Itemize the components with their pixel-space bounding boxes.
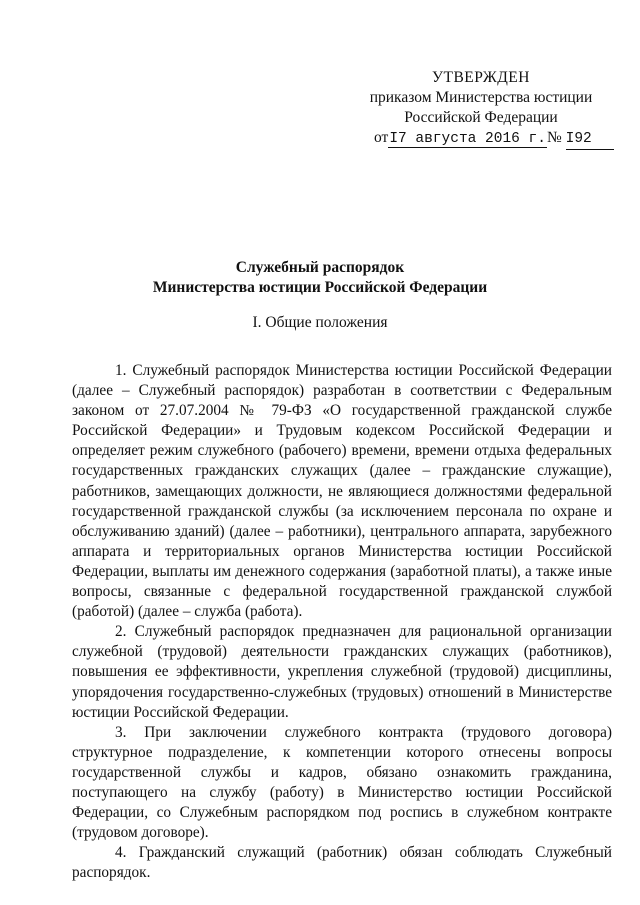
paragraph-4: 4. Гражданский служащий (работник) обязан соблюдать Служебный распорядок. [72,844,612,882]
approval-order-line: приказом Министерства юстиции [369,89,593,106]
document-title-line-2: Министерства юстиции Российской Федерации [152,279,488,296]
number-prefix: № [546,129,562,146]
document-title-line-1: Служебный распорядок [235,259,405,276]
order-number: I92 [566,129,614,150]
order-date-number-line [366,128,596,150]
approval-title: УТВЕРЖДЕН [432,69,530,86]
document-body [72,361,612,883]
approval-stamp [366,68,596,150]
paragraph-3: 3. При заключении служебного контракта (трудового договора) структурное подразделение, к компетенции которого отнесены вопросы государственной службы и кадров, обязано ознакомить гражданина, поступающего на службу (работу) в Министерство юстиции Российской Федерации, со Служебным распорядком под роспись в служебном контракте (трудовом договоре). [72,723,612,842]
paragraph-1: 1. Служебный распорядок Министерства юстиции Российской Федерации (далее – Служебный распорядок) разработан в соответствии с Федеральным законом от 27.07.2004 № 79-ФЗ «О государственной гражданской службе Российской Федерации» и Трудовым кодексом Российской Федерации и определяет режим служебного (рабочего) времени, времени отдыха федеральных государственных гражданских служащих (далее – гражданские служащие), работников, замещающих должности, не являющиеся должностями федеральной государственной гражданской службы (за исключением персонала по охране и обслуживанию зданий) (далее – работники), центрального аппарата, зарубежного аппарата и территориальных органов Министерства юстиции Российской Федерации, выплаты им денежного содержания (заработной платы), а также иные вопросы, связанные с федеральной государственной гражданской службой (работой) (далее – служба (работа). [72,362,612,621]
approval-organization-line: Российской Федерации [404,109,558,126]
section-heading: I. Общие положения [252,314,388,331]
paragraph-2: 2. Служебный распорядок предназначен для рациональной организации служебной (трудовой) деятельности гражданских служащих (работников), повышения ее эффективности, укрепления служебной (трудовой) дисциплины, упорядочения государственно-служебных (трудовых) отношений в Министерстве юстиции Российской Федерации. [72,623,612,721]
order-date: I7 августа 2016 г. [389,131,546,147]
date-prefix: от [374,129,389,146]
document-title [0,258,640,298]
